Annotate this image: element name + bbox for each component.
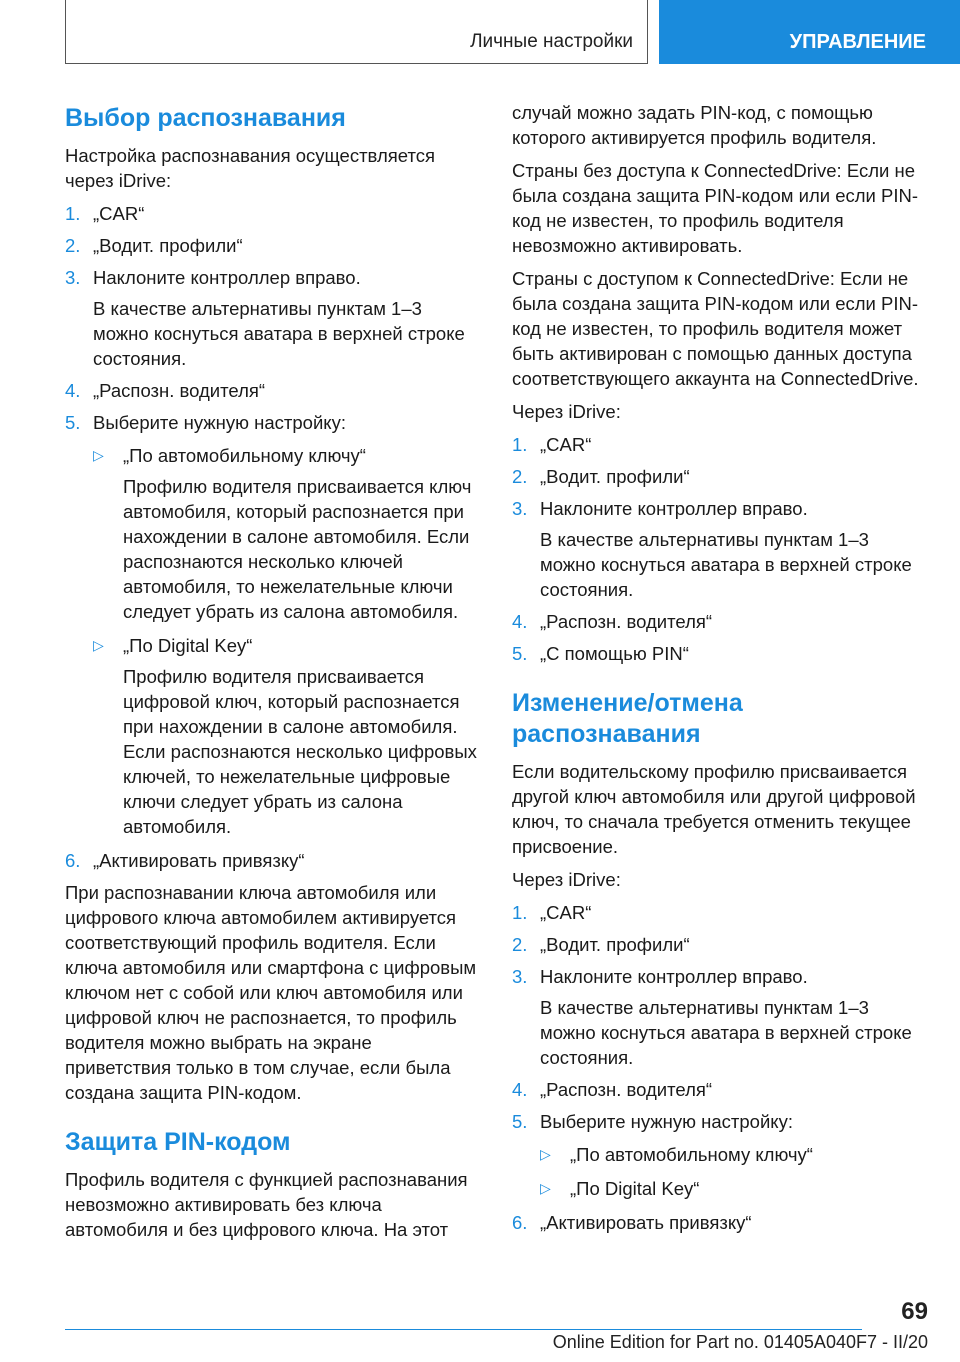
left-column <box>65 103 481 1250</box>
triangle-bullet-icon: ▷ <box>93 637 104 653</box>
options-list <box>93 443 481 839</box>
list-item: 3. Наклоните контроллер вправо. В качестве альтернативы пунктам 1–3 можно коснуться аватара в верхней строке состояния. <box>512 496 928 602</box>
footer-divider <box>65 1329 862 1330</box>
list-item: 6. „Активировать привязку“ <box>512 1212 752 1233</box>
triangle-bullet-icon: ▷ <box>540 1180 551 1196</box>
heading-change-cancel: Изменение/отмена распознавания <box>512 689 743 748</box>
list-item: 4. „Распозн. водителя“ <box>512 1079 713 1100</box>
list-item: 4. „Распозн. водителя“ <box>65 380 266 401</box>
chapter-tab[interactable]: УПРАВЛЕНИЕ <box>659 0 960 64</box>
heading-pin-protection: Защита PIN-кодом <box>65 1128 291 1156</box>
list-item: 2. „Водит. профили“ <box>65 235 243 256</box>
list-item: 5. „С помощью PIN“ <box>512 643 689 664</box>
list-item: 1. „CAR“ <box>512 902 592 923</box>
recognition-paragraph: При распознавании ключа автомобиля или цифрового ключа автомобилем активируется соответствующий профиль водителя. Если ключа автомобиля или смартфона с цифровым ключом нет с собой или ключ автомобиля или цифровой ключ не распознается, то профиль водителя можно выбрать на экране приветствия только в том случае, если была создана защита PIN-кодом. <box>65 882 477 1103</box>
access-paragraph: Страны с доступом к ConnectedDrive: Если не была создана защита PIN-кодом или если PIN-код не известен, то профиль водителя может быть активирован с помощью данных доступа соответствующего аккаунта на ConnectedDrive. <box>512 268 919 389</box>
steps-list <box>65 201 481 873</box>
bullet-item: ▷ „По автомобильному ключу“ <box>540 1144 813 1165</box>
change-paragraph: Если водительскому профилю присваивается другой ключ автомобиля или другой цифровой ключ, то сначала требуется отменить текущее присвоение. <box>512 761 916 857</box>
page-number: 69 <box>901 1298 928 1325</box>
list-item: 1. „CAR“ <box>65 203 145 224</box>
via-idrive: Через iDrive: <box>512 869 621 890</box>
bullet-item: ▷ „По автомобильному ключу“ Профилю водителя присваивается ключ автомобиля, который распознается при нахождении в салоне автомобиля. Если распознаются несколько ключей автомобиля, то нежелательные ключи следует убрать из салона автомобиля. <box>93 445 472 622</box>
intro-paragraph: Настройка распознавания осуществляется через iDrive: <box>65 145 435 191</box>
step-note: В качестве альтернативы пунктам 1–3 можно коснуться аватара в верхней строке состояния. <box>540 529 912 600</box>
list-item: 2. „Водит. профили“ <box>512 934 690 955</box>
list-item: 5. Выберите нужную настройку: ▷ „По автомобильному ключу“ Профилю водителя присваивается ключ автомобиля, который распознается при нахождении в салоне автомобиля. Если распознаются несколько ключей автомобиля, то нежелательные ключи следует убрать из салона автомобиля. ▷ „По Digital Key“ Профилю водителя присваивается цифровой ключ, который распознается при нахождении в салоне автомобиля. Если распознаются несколько цифровых ключей, то нежелательные цифровые ключи следует убрать из салона автомобиля. <box>65 410 481 839</box>
edition-note: Online Edition for Part no. 01405A040F7 - II/20 <box>552 1332 928 1352</box>
steps-list <box>512 432 928 666</box>
no-access-paragraph: Страны без доступа к ConnectedDrive: Если не была создана защита PIN-кодом или если PIN-код не известен, то профиль водителя невозможно активировать. <box>512 160 919 256</box>
continued-paragraph: случай можно задать PIN-код, с помощью которого активируется профиль водителя. <box>512 102 877 148</box>
triangle-bullet-icon: ▷ <box>93 447 104 463</box>
triangle-bullet-icon: ▷ <box>540 1146 551 1162</box>
list-item: 3. Наклоните контроллер вправо. В качестве альтернативы пунктам 1–3 можно коснуться аватара в верхней строке состояния. <box>65 265 481 371</box>
options-list <box>540 1142 928 1201</box>
bullet-item: ▷ „По Digital Key“ <box>540 1178 700 1199</box>
list-item: 3. Наклоните контроллер вправо. В качестве альтернативы пунктам 1–3 можно коснуться аватара в верхней строке состояния. <box>512 964 928 1070</box>
right-column <box>512 100 928 1242</box>
section-title: Личные настройки <box>470 31 633 52</box>
list-item: 4. „Распозн. водителя“ <box>512 611 713 632</box>
list-item: 1. „CAR“ <box>512 434 592 455</box>
step-note: В качестве альтернативы пунктам 1–3 можно коснуться аватара в верхней строке состояния. <box>540 997 912 1068</box>
header-frame <box>65 0 648 64</box>
list-item: 5. Выберите нужную настройку: ▷ „По автомобильному ключу“ ▷ „По Digital Key“ <box>512 1109 928 1201</box>
list-item: 2. „Водит. профили“ <box>512 466 690 487</box>
list-item: 6. „Активировать привязку“ <box>65 850 305 871</box>
steps-list <box>512 900 928 1235</box>
pin-paragraph: Профиль водителя с функцией распознавания невозможно активировать без ключа автомобиля и без цифрового ключа. На этот <box>65 1169 468 1240</box>
via-idrive: Через iDrive: <box>512 401 621 422</box>
step-note: В качестве альтернативы пунктам 1–3 можно коснуться аватара в верхней строке состояния. <box>93 298 465 369</box>
heading-recognition-selection: Выбор распознавания <box>65 104 346 132</box>
bullet-item: ▷ „По Digital Key“ Профилю водителя присваивается цифровой ключ, который распознается при нахождении в салоне автомобиля. Если распознаются несколько цифровых ключей, то нежелательные цифровые ключи следует убрать из салона автомобиля. <box>93 635 477 837</box>
